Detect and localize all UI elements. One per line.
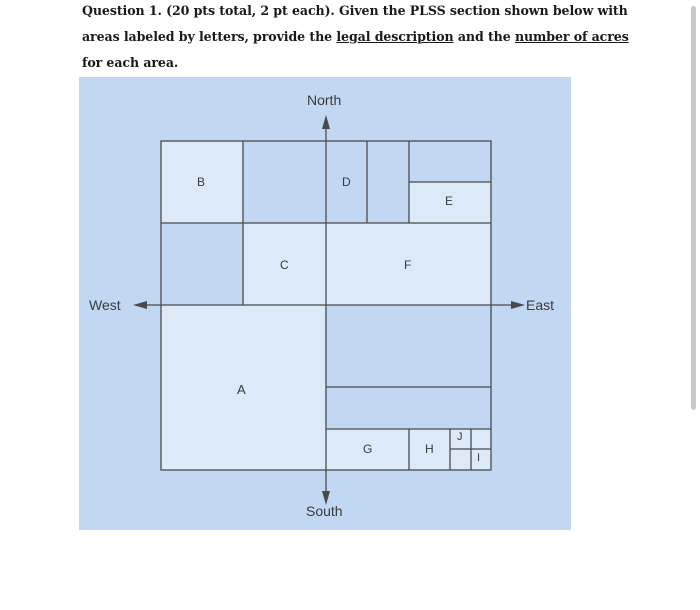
area-label-i: I [477, 452, 481, 464]
area-label-h: H [425, 442, 434, 456]
question-text: Question 1. (20 pts total, 2 pt each). Given the PLSS section shown below with areas labeled by letters, provide the legal description and the number of acres for each area. [82, 3, 629, 70]
area-label-a: A [237, 382, 246, 397]
section-grid-lines [79, 77, 571, 530]
north-arrow-head [322, 115, 330, 129]
area-label-d: D [342, 175, 351, 189]
area-label-e: E [445, 194, 454, 208]
west-arrow-head [133, 301, 147, 309]
number-of-acres-term: number of acres [514, 29, 629, 44]
east-arrow-head [511, 301, 525, 309]
area-label-b: B [197, 175, 206, 189]
legal-description-term: legal description [336, 29, 454, 44]
west-label: West [89, 297, 121, 313]
plss-section-figure [79, 77, 571, 530]
area-label-c: C [280, 258, 289, 272]
area-label-f: F [404, 258, 412, 272]
north-label: North [307, 92, 342, 108]
east-label: East [526, 297, 555, 313]
area-label-g: G [363, 442, 373, 456]
area-label-j: J [457, 431, 463, 443]
south-label: South [306, 503, 343, 519]
page-scrollbar[interactable] [691, 6, 696, 410]
